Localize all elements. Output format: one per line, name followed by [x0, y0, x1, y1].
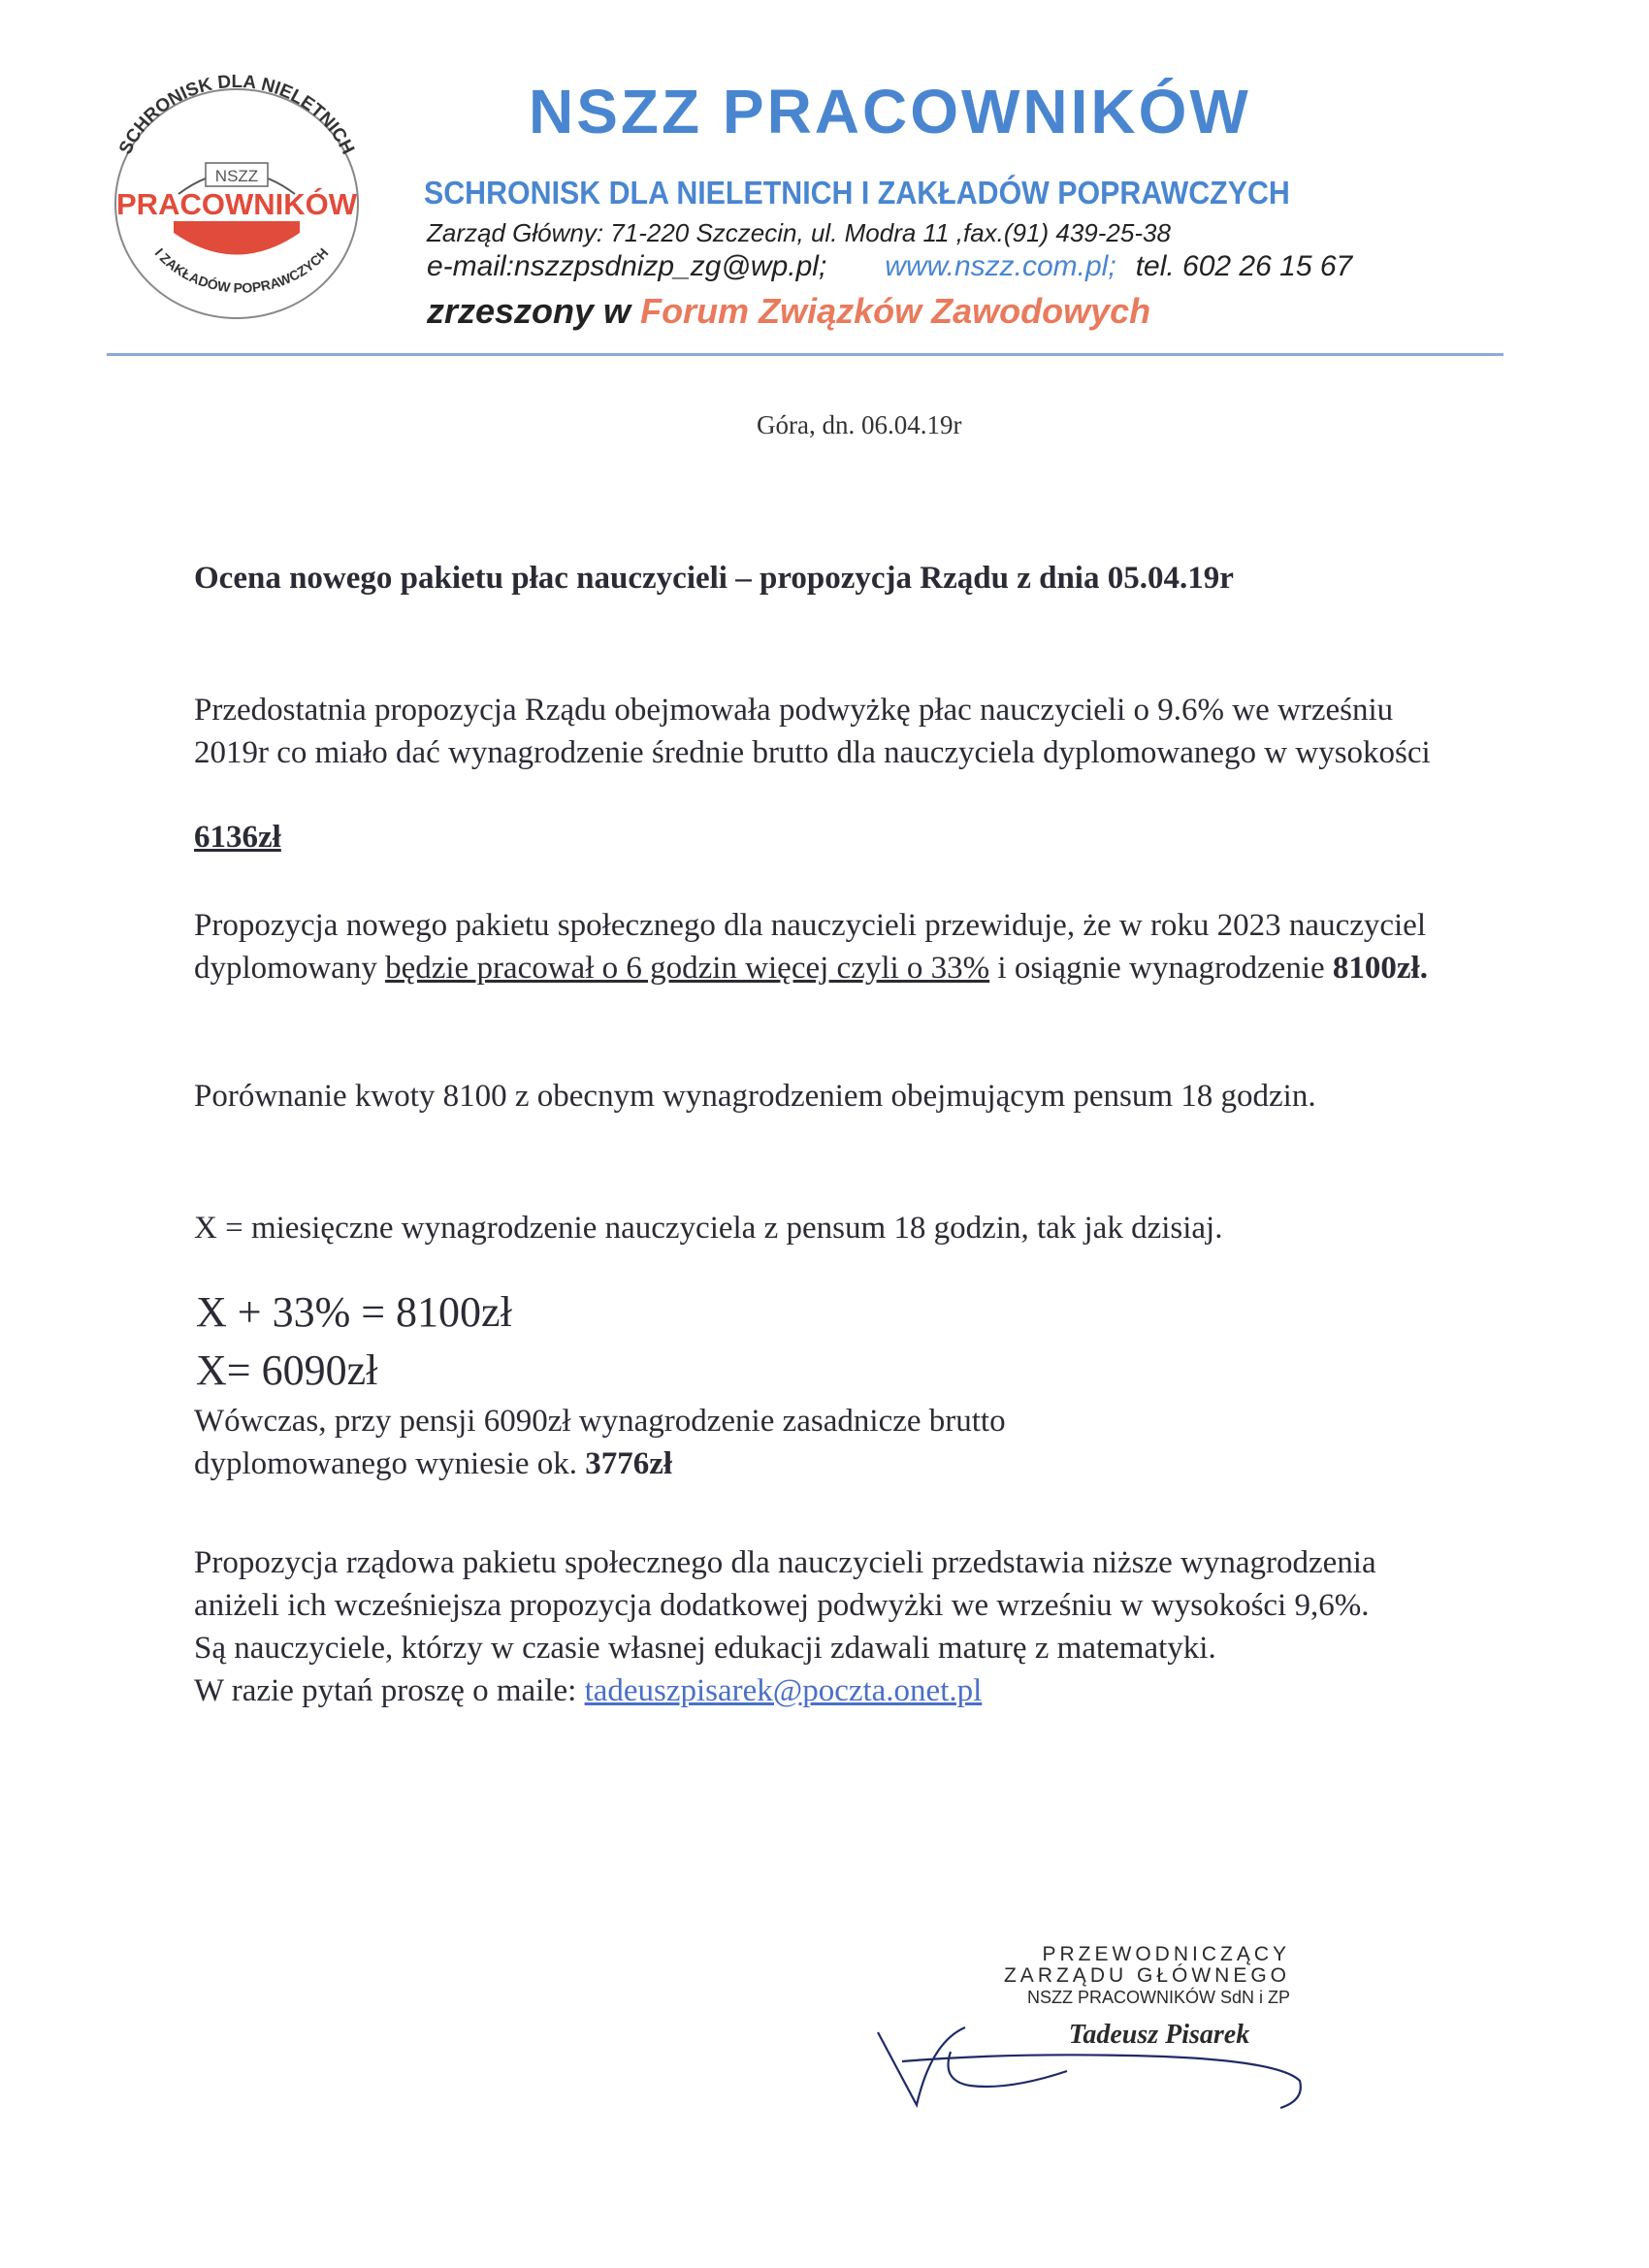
logo-arc-text: SCHRONISK DLA NIELETNICH [114, 71, 359, 158]
header-union-prefix: zrzeszony w [427, 291, 631, 331]
p2-text-start: Propozycja nowego pakietu społecznego dla nauczycieli przewiduje, że w roku 2023 nauczyciel dyplomowany [194, 908, 1427, 986]
header-email[interactable]: e-mail:nszzpsdnizp_zg@wp.pl; [427, 250, 827, 282]
header-union [427, 291, 1150, 332]
contact-email-link[interactable]: tadeuszpisarek@poczta.onet.pl [584, 1673, 983, 1708]
stamp-line3: NSZZ PRACOWNIKÓW SdN i ZP [1026, 1988, 1290, 2007]
paragraph-definition: X = miesięczne wynagrodzenie nauczyciela z pensum 18 godzin, tak jak dzisiaj. [194, 1211, 1223, 1246]
stamp-name: Tadeusz Pisarek [1068, 2020, 1250, 2050]
stamp-line2: ZARZĄDU GŁÓWNEGO [1003, 1964, 1290, 1987]
previous-salary-amount: 6136zł [194, 820, 281, 855]
paragraph-comparison: Porównanie kwoty 8100 z obecnym wynagrodzeniem obejmującym pensum 18 godzin. [194, 1079, 1316, 1114]
p2-underlined: będzie pracował o 6 godzin więcej czyli o 33% [385, 951, 990, 986]
equation-2: X= 6090zł [196, 1346, 378, 1394]
paragraph-result [194, 1400, 1212, 1485]
p6-contact-prefix: W razie pytań proszę o maile: [194, 1673, 585, 1708]
p6-line3 [194, 1669, 1455, 1712]
stamp-line1: PRZEWODNICZĄCY [1042, 1943, 1290, 1965]
letter-date: Góra, dn. 06.04.19r [757, 410, 962, 439]
handwritten-signature [873, 2023, 1319, 2110]
header-title: NSZZ PRACOWNIKÓW [529, 77, 1251, 146]
paragraph-conclusion [194, 1541, 1455, 1712]
equation-1: X + 33% = 8100zł [196, 1288, 512, 1336]
p6-line2: Są nauczyciele, którzy w czasie własnej edukacji zdawali maturę z matematyki. [194, 1631, 1216, 1666]
paragraph-new-package [194, 904, 1455, 989]
header-union-name: Forum Związków Zawodowych [640, 291, 1151, 331]
header-divider [107, 353, 1504, 356]
header-website[interactable]: www.nszz.com.pl; [885, 250, 1116, 282]
logo-bottom-text: I ZAKŁADÓW POPRAWCZYCH [151, 244, 332, 296]
header-subtitle: SCHRONISK DLA NIELETNICH I ZAKŁADÓW POPRAWCZYCH [424, 175, 1290, 211]
p5-amount: 3776zł [585, 1446, 673, 1481]
header-contact [427, 250, 1352, 283]
logo-red-band [174, 221, 300, 255]
logo-main-text: PRACOWNIKÓW [116, 187, 357, 221]
header-phone: tel. 602 26 15 67 [1135, 250, 1353, 282]
header-address: Zarząd Główny: 71-220 Szczecin, ul. Modra 11 ,fax.(91) 439-25-38 [427, 218, 1171, 247]
p6-line1: Propozycja rządowa pakietu społecznego dla nauczycieli przedstawia niższe wynagrodzenia aniżeli ich wcześniejsza propozycja dodatkowej podwyżki we wrześniu w wysokości 9,6%. [194, 1545, 1376, 1623]
p2-text-end: i osiągnie wynagrodzenie [989, 951, 1333, 986]
logo-badge: NSZZ [214, 167, 259, 185]
paragraph-previous-proposal: Przedostatnia propozycja Rządu obejmowała podwyżkę płac nauczycieli o 9.6% we wrześniu 2019r co miało dać wynagrodzenie średnie brutto dla nauczyciela dyplomowanego w wysokości [194, 693, 1431, 770]
p5-text: Wówczas, przy pensji 6090zł wynagrodzenie zasadnicze brutto dyplomowanego wyniesie ok. [194, 1404, 1006, 1481]
letter-heading: Ocena nowego pakietu płac nauczycieli – propozycja Rządu z dnia 05.04.19r [194, 561, 1234, 596]
union-logo [81, 68, 392, 320]
p2-amount: 8100zł. [1332, 951, 1428, 986]
